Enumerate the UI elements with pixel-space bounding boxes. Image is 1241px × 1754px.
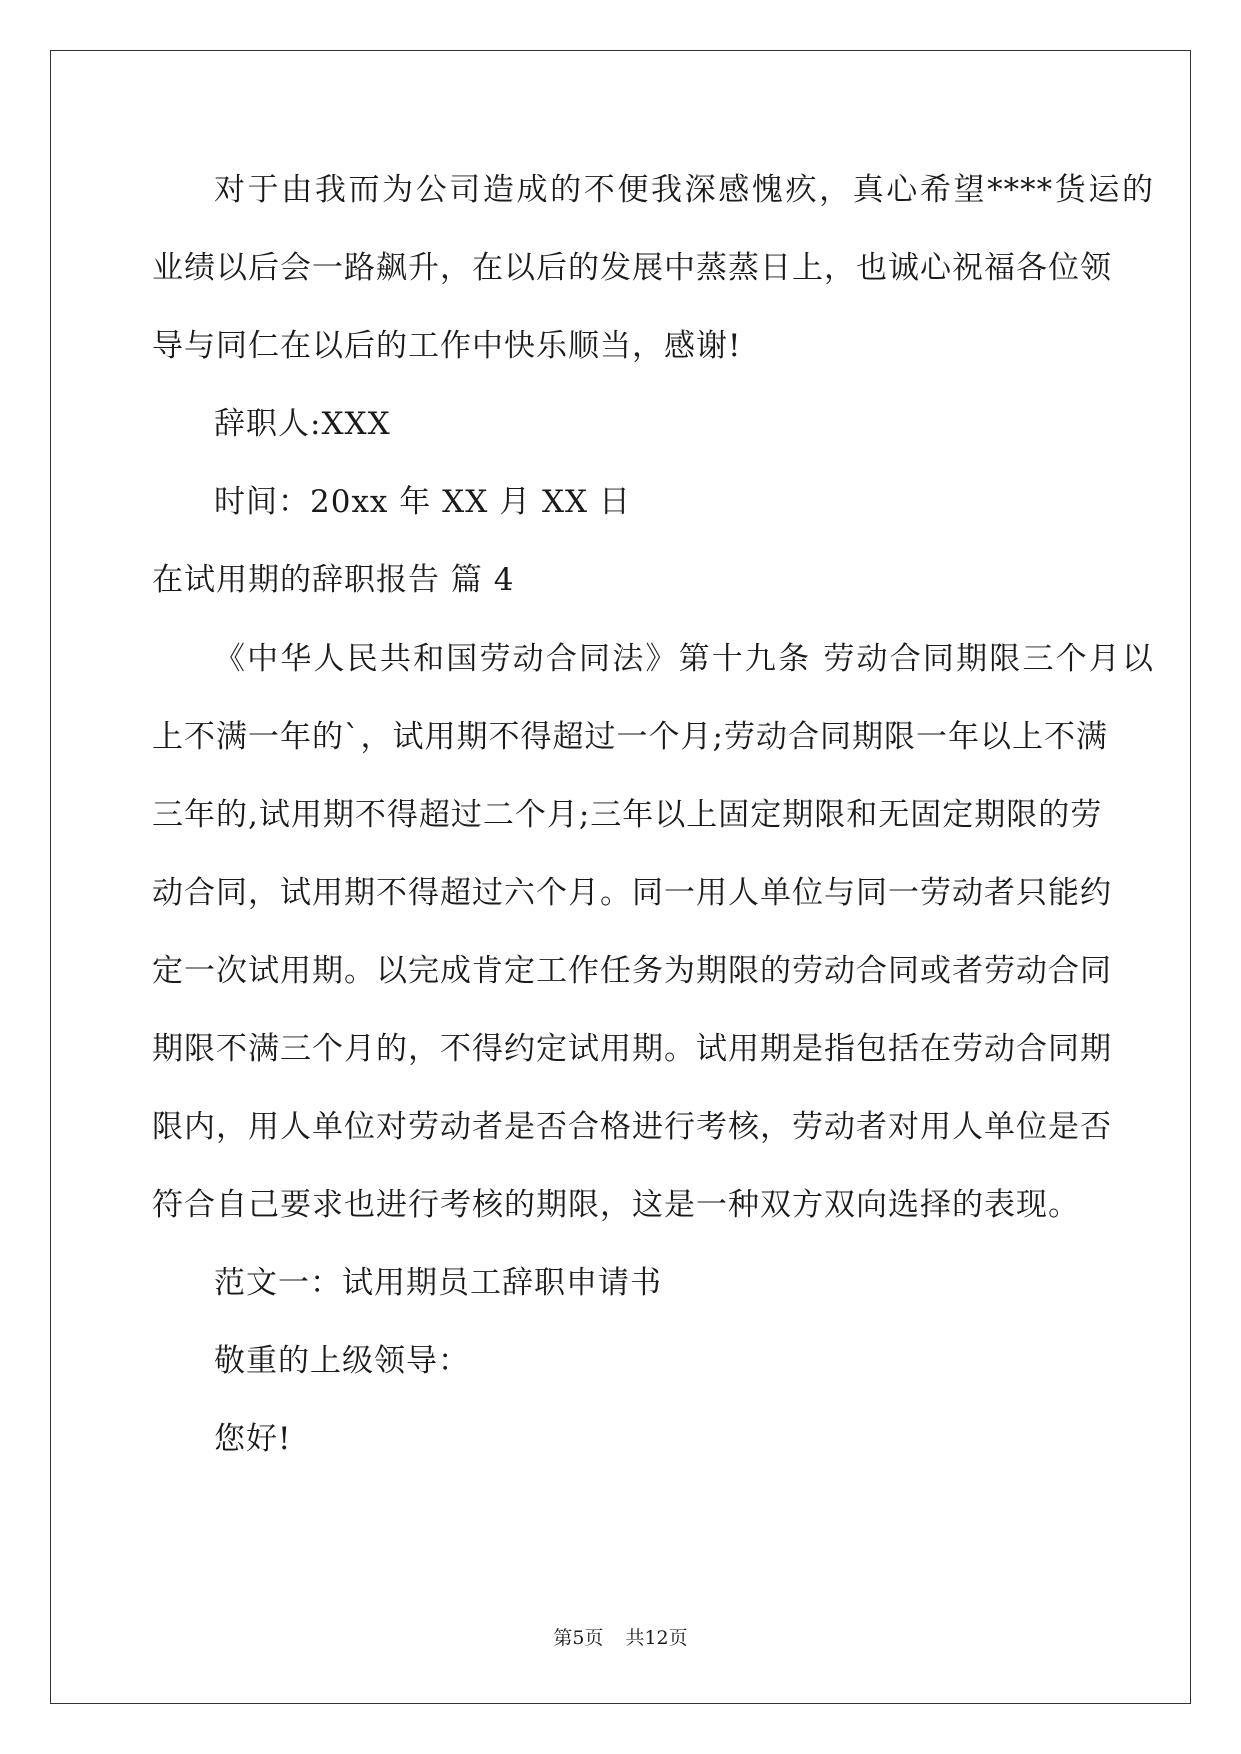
paragraph-apology-line-1: 对于由我而为公司造成的不便我深感愧疚，真心希望****货运的	[214, 172, 1154, 208]
paragraph-apology-line-3: 导与同仁在以后的工作中快乐顺当，感谢!	[152, 328, 742, 364]
paragraph-apology-line-2: 业绩以后会一路飙升，在以后的发展中蒸蒸日上，也诚心祝福各位领	[152, 250, 1112, 286]
page-footer	[0, 1626, 1241, 1650]
resignation-date: 时间：20xx 年 XX 月 XX 日	[214, 484, 631, 520]
law-paragraph-line-6: 期限不满三个月的，不得约定试用期。试用期是指包括在劳动合同期	[152, 1031, 1112, 1067]
resigner-signature: 辞职人:XXX	[214, 406, 391, 442]
law-paragraph-line-3: 三年的,试用期不得超过二个月;三年以上固定期限和无固定期限的劳	[152, 797, 1103, 833]
page-number-total: 共12页	[625, 1627, 688, 1649]
law-paragraph-line-8: 符合自己要求也进行考核的期限，这是一种双方双向选择的表现。	[152, 1187, 1080, 1223]
law-paragraph-line-7: 限内，用人单位对劳动者是否合格进行考核，劳动者对用人单位是否	[152, 1109, 1112, 1145]
law-paragraph-line-1: 《中华人民共和国劳动合同法》第十九条 劳动合同期限三个月以	[214, 641, 1154, 677]
law-paragraph-line-5: 定一次试用期。以完成肯定工作任务为期限的劳动合同或者劳动合同	[152, 953, 1112, 989]
section-heading: 在试用期的辞职报告 篇 4	[152, 562, 515, 598]
sample-title: 范文一：试用期员工辞职申请书	[214, 1265, 662, 1301]
law-paragraph-line-2: 上不满一年的`，试用期不得超过一个月;劳动合同期限一年以上不满	[152, 719, 1108, 755]
greeting: 您好!	[214, 1421, 292, 1457]
salutation: 敬重的上级领导：	[214, 1343, 470, 1379]
law-paragraph-line-4: 动合同，试用期不得超过六个月。同一用人单位与同一劳动者只能约	[152, 875, 1112, 911]
page-number-current: 第5页	[553, 1627, 604, 1649]
